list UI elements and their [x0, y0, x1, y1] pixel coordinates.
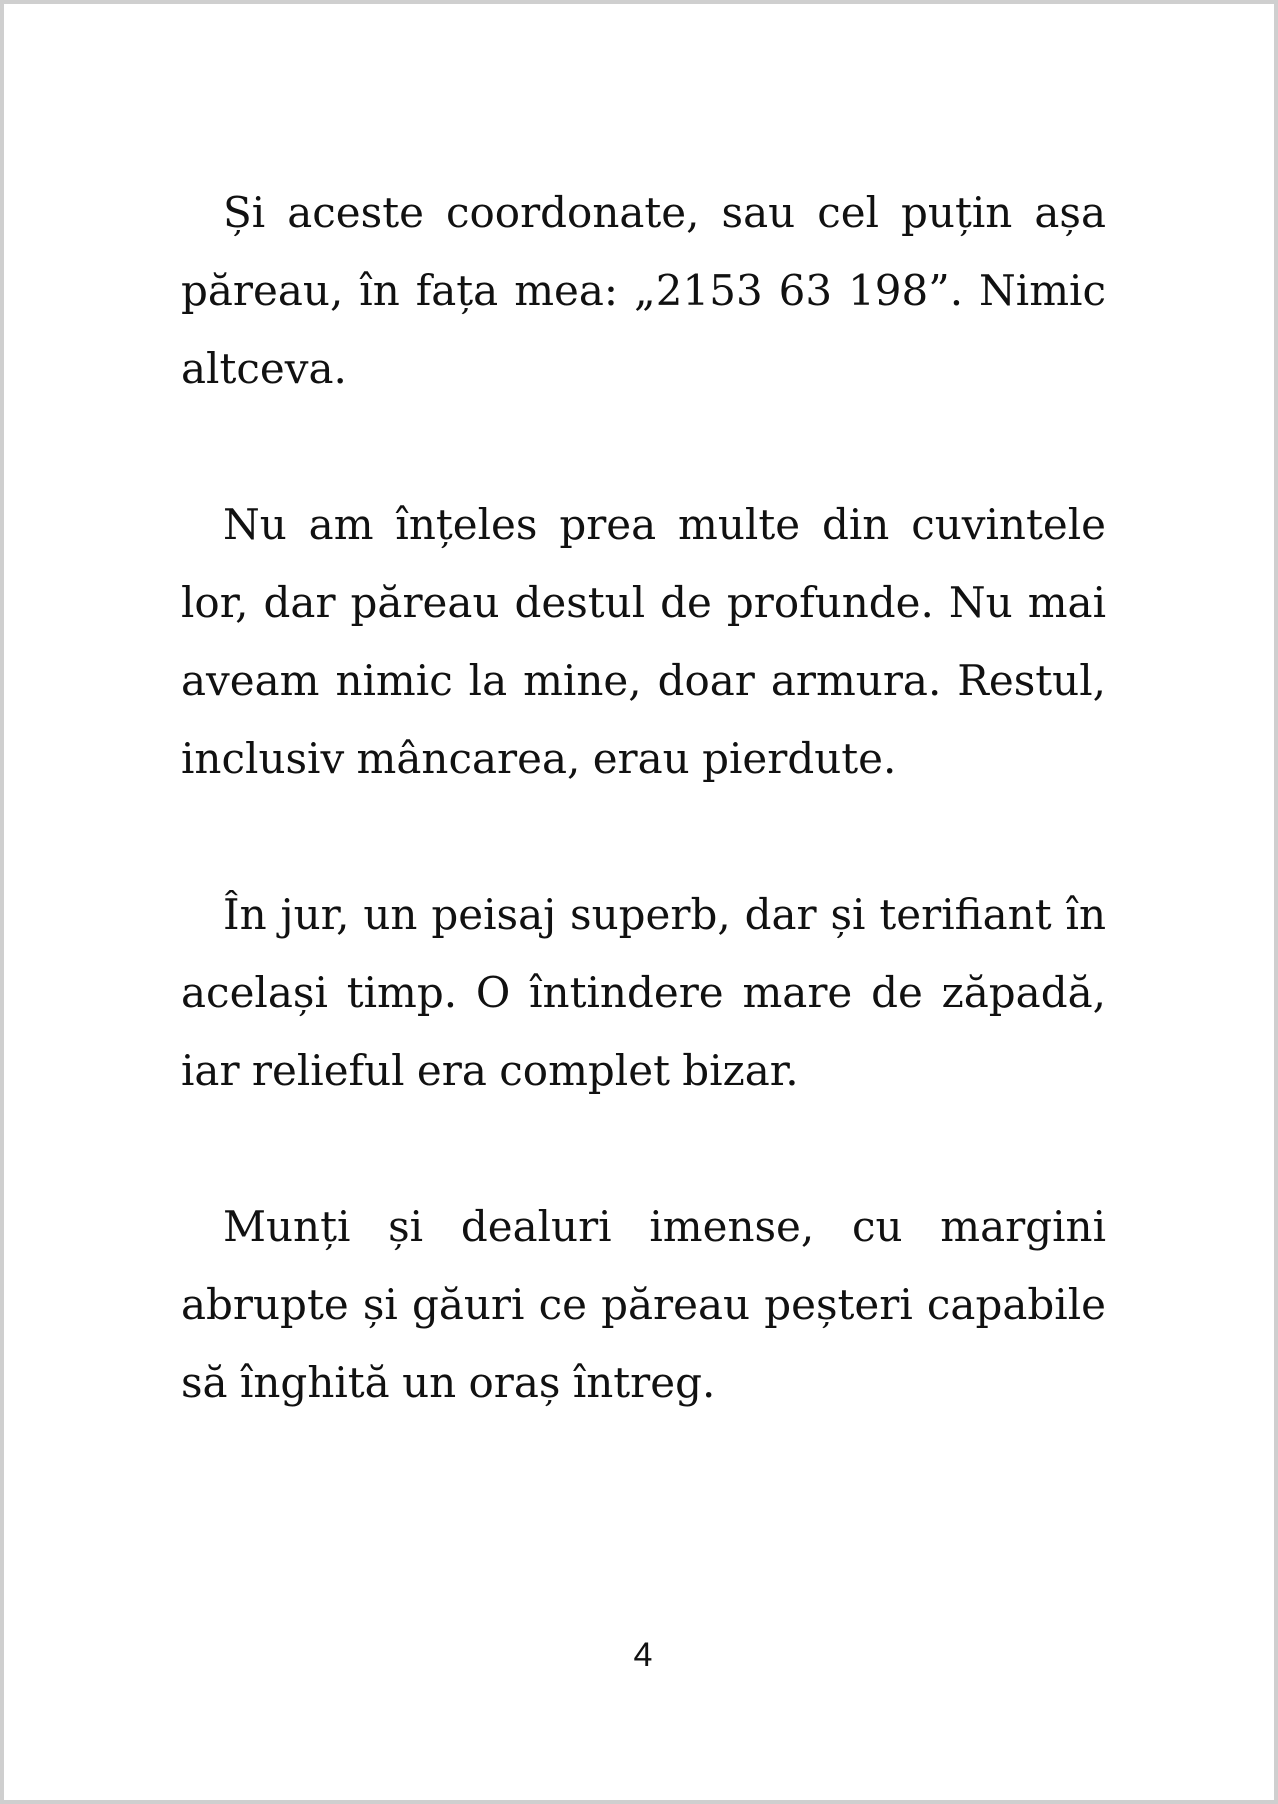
- paragraph-1: Și aceste coordonate, sau cel puțin așa păreau, în fața mea: „2153 63 198”. Nimic altceva.: [181, 188, 1106, 393]
- paragraph-4: Munți și dealuri imense, cu margini abrupte și găuri ce păreau peșteri capabile să înghită un oraș întreg.: [181, 1202, 1106, 1407]
- page-number: 4: [633, 1636, 653, 1674]
- paragraph-3: În jur, un peisaj superb, dar și terifiant în același timp. O întindere mare de zăpadă, iar relieful era complet bizar.: [181, 890, 1106, 1095]
- page-text: [181, 174, 1106, 1500]
- paragraph-2: Nu am înțeles prea multe din cuvintele lor, dar păreau destul de profunde. Nu mai aveam nimic la mine, doar armura. Restul, inclusiv mâncarea, erau pierdute.: [181, 500, 1106, 783]
